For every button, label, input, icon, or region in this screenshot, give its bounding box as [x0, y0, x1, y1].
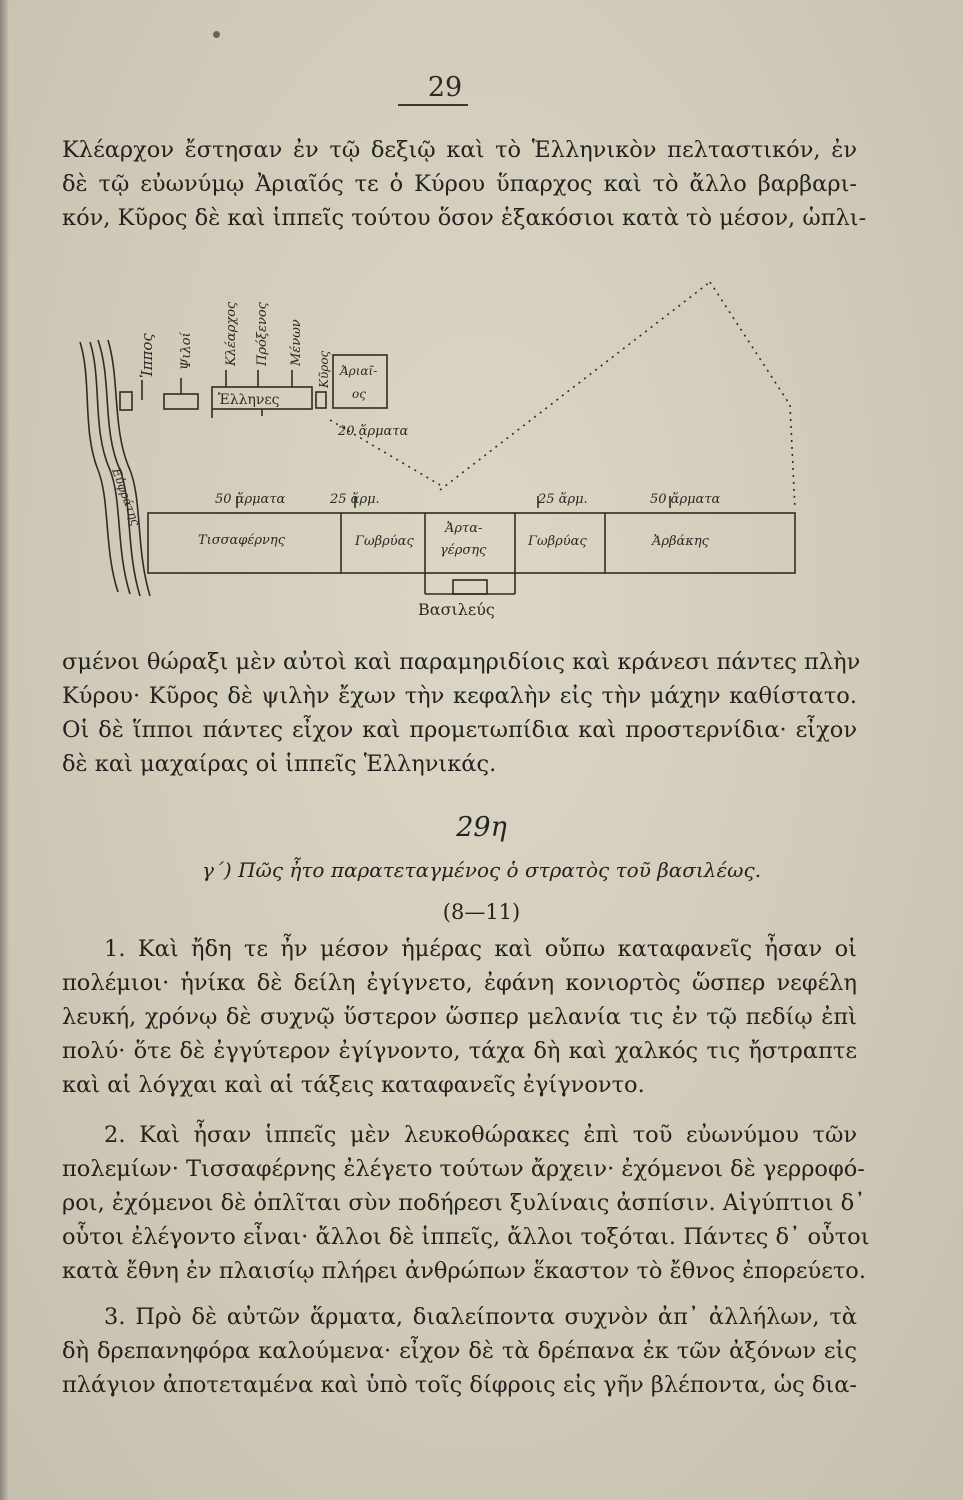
label-gobryas-right: Γωβρύας: [528, 534, 587, 549]
king-box: [453, 580, 487, 594]
text-line: λευκή, χρόνῳ δὲ συχνῷ ὕστερον ὥσπερ μελανία τις ἐν τῷ πεδίῳ ἐπὶ: [62, 1004, 857, 1030]
page-number: 29: [427, 72, 463, 103]
dotted-line: [440, 282, 710, 490]
label-menon: Μένων: [289, 319, 304, 366]
text-line: καὶ αἱ λόγχαι καὶ αἱ τάξεις καταφανεῖς ἐγίγνοντο.: [62, 1072, 645, 1098]
label-chariots-3: 25 ἅρμ.: [538, 492, 588, 507]
label-light-troops: Ψιλοί: [179, 332, 194, 370]
label-greeks: Ἑλληνες: [218, 392, 280, 408]
dotted-line: [790, 405, 795, 510]
label-chariots-4: 50 ἅρματα: [650, 492, 721, 507]
label-artagerses-2: γέρσης: [440, 543, 487, 558]
section-number: 29η: [456, 812, 507, 843]
paragraph-5: [62, 1300, 857, 1402]
text-line: πλάγιον ἀποτεταμένα καὶ ὑπὸ τοῖς δίφροις εἰς γῆν βλέποντα, ὡς δια-: [62, 1372, 858, 1398]
text-line: πολέμιοι· ἡνίκα δὲ δείλη ἐγίγνετο, ἐφάνη κονιορτὸς ὥσπερ νεφέλη: [62, 970, 857, 996]
label-arbakes: Ἀρβάκης: [652, 534, 709, 549]
text-line: δὲ καὶ μαχαίρας οἱ ἱππεῖς Ἑλληνικάς.: [62, 751, 497, 777]
page-edge: [0, 0, 10, 1500]
label-klearchos: Κλέαρχος: [224, 301, 239, 366]
text-line: 2. Καὶ ἦσαν ἱππεῖς μὲν λευκοθώρακες ἐπὶ τοῦ εὐωνύμου τῶν: [104, 1122, 857, 1148]
text-line: κόν, Κῦρος δὲ καὶ ἱππεῖς τούτου ὅσον ἑξακόσιοι κατὰ τὸ μέσον, ὡπλι-: [62, 205, 867, 231]
battle-diagram: [0, 260, 963, 630]
text-line: 3. Πρὸ δὲ αὐτῶν ἅρματα, διαλείποντα συχνὸν ἀπ᾽ ἀλλήλων, τὰ: [104, 1304, 857, 1330]
text-line: σμένοι θώραξι μὲν αὐτοὶ καὶ παραμηριδίοις καὶ κράνεσι πάντες πλὴν: [62, 649, 861, 675]
label-king: Βασιλεύς: [418, 600, 495, 619]
label-tissaphernes: Τισσαφέρνης: [198, 533, 285, 548]
paragraph-3: [62, 932, 857, 1102]
label-chariots-2: 25 ἅρμ.: [330, 492, 380, 507]
label-proxenos: Πρόξενος: [255, 302, 270, 366]
label-cavalry: Ἱππος: [138, 333, 156, 378]
text-line: Οἱ δὲ ἵπποι πάντες εἶχον καὶ προμετωπίδια καὶ προστερνίδια· εἶχον: [62, 717, 857, 743]
ink-dot: [213, 31, 220, 38]
river-line: [80, 342, 118, 592]
paragraph-2: [62, 645, 861, 781]
light-troops-box: [164, 394, 198, 409]
paragraph-1: [62, 133, 867, 235]
text-line: ροι, ἐχόμενοι δὲ ὁπλῖται σὺν ποδήρεσι ξυλίναις ἀσπίσιν. Αἰγύπτιοι δ᾽: [62, 1190, 866, 1216]
text-line: πολύ· ὅτε δὲ ἐγγύτερον ἐγίγνοντο, τάχα δὴ καὶ χαλκός τις ἤστραπτε: [62, 1038, 857, 1064]
label-chariots-1: 50 ἅρματα: [215, 492, 286, 507]
label-ariaios-2: ος: [352, 387, 366, 401]
text-line: 1. Καὶ ἤδη τε ἦν μέσον ἡμέρας καὶ οὔπω καταφανεῖς ἦσαν οἱ: [104, 936, 857, 962]
label-chariots-top: 20 ἅρματα: [338, 424, 409, 439]
dotted-line: [710, 282, 790, 405]
page-number-rule: [398, 104, 468, 106]
cavalry-box: [120, 392, 132, 410]
text-line: κατὰ ἔθνη ἐν πλαισίῳ πλήρει ἀνθρώπων ἕκαστον τὸ ἔθνος ἐπορεύετο.: [62, 1258, 867, 1284]
text-line: πολεμίων· Τισσαφέρνης ἐλέγετο τούτων ἄρχειν· ἐχόμενοι δὲ γερροφό-: [62, 1156, 865, 1182]
label-artagerses-1: Ἀρτα-: [445, 521, 483, 536]
text-line: Κύρου· Κῦρος δὲ ψιλὴν ἔχων τὴν κεφαλὴν εἰς τὴν μάχην καθίστατο.: [62, 683, 857, 709]
paragraph-4: [62, 1118, 870, 1288]
label-ariaios-1: Ἀριαῖ-: [340, 364, 378, 378]
text-line: δὴ δρεπανηφόρα καλούμενα· εἶχον δὲ τὰ δρέπανα ἐκ τῶν ἀξόνων εἰς: [62, 1338, 857, 1364]
text-line: δὲ τῷ εὐωνύμῳ Ἀριαῖός τε ὁ Κύρου ὕπαρχος καὶ τὸ ἄλλο βαρβαρι-: [62, 171, 857, 197]
section-range: (8—11): [442, 900, 521, 924]
cyrus-box: [316, 392, 326, 408]
label-gobryas-left: Γωβρύας: [355, 534, 414, 549]
label-river: Εὐφράτης: [109, 466, 143, 528]
label-cyrus: Κῦρος: [317, 350, 331, 388]
text-line: οὗτοι ἐλέγοντο εἶναι· ἄλλοι δὲ ἱππεῖς, ἄλλοι τοξόται. Πάντες δ᾽ οὗτοι: [62, 1224, 870, 1250]
section-title: γ΄) Πῶς ἦτο παρατεταγμένος ὁ στρατὸς τοῦ βασιλέως.: [201, 858, 762, 882]
text-line: Κλέαρχον ἔστησαν ἐν τῷ δεξιῷ καὶ τὸ Ἑλληνικὸν πελταστικόν, ἐν: [62, 137, 857, 163]
